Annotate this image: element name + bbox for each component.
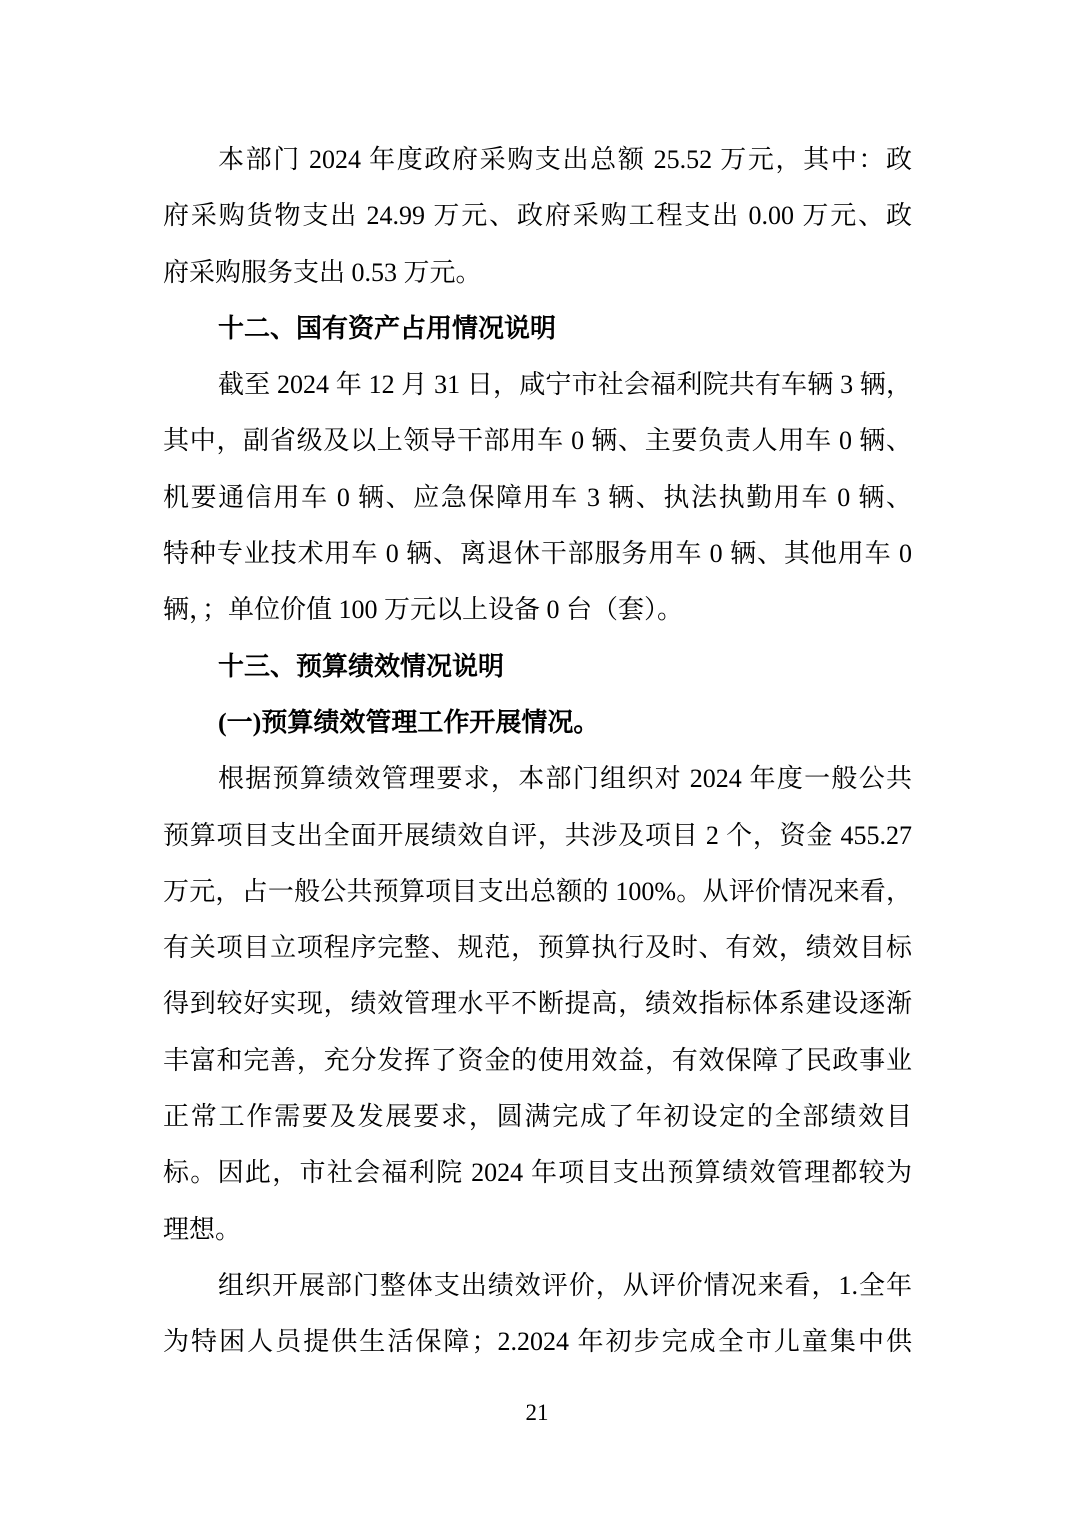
text-line: 为特困人员提供生活保障；2.2024 年初步完成全市儿童集中供 <box>163 1327 912 1357</box>
text-line: 机要通信用车 0 辆、应急保障用车 3 辆、执法执勤用车 0 辆、 <box>163 482 912 512</box>
text-line: 得到较好实现，绩效管理水平不断提高，绩效指标体系建设逐渐 <box>163 989 912 1019</box>
text-line: 特种专业技术用车 0 辆、离退休干部服务用车 0 辆、其他用车 0 <box>163 539 912 569</box>
text-line: 理想。 <box>163 1214 242 1244</box>
text-line: 标。因此，市社会福利院 2024 年项目支出预算绩效管理都较为 <box>163 1158 912 1188</box>
text-line: 丰富和完善，充分发挥了资金的使用效益，有效保障了民政事业 <box>163 1045 912 1075</box>
text-line: 本部门 2024 年度政府采购支出总额 25.52 万元，其中：政 <box>218 145 912 174</box>
text-line: 府采购货物支出 24.99 万元、政府采购工程支出 0.00 万元、政 <box>163 201 912 231</box>
text-line: 其中，副省级及以上领导干部用车 0 辆、主要负责人用车 0 辆、 <box>163 426 912 456</box>
text-line: 组织开展部门整体支出绩效评价，从评价情况来看，1.全年 <box>218 1270 912 1300</box>
text-line: 有关项目立项程序完整、规范，预算执行及时、有效，绩效目标 <box>163 933 912 963</box>
document-body <box>163 132 912 1371</box>
text-line: 辆，；单位价值 100 万元以上设备 0 台（套）。 <box>163 595 684 625</box>
text-line: 根据预算绩效管理要求，本部门组织对 2024 年度一般公共 <box>218 764 912 794</box>
text-line: 正常工作需要及发展要求，圆满完成了年初设定的全部绩效目 <box>163 1102 912 1132</box>
text-line: 预算项目支出全面开展绩效自评，共涉及项目 2 个，资金 455.27 <box>163 820 912 850</box>
text-line: 截至 2024 年 12 月 31 日，咸宁市社会福利院共有车辆 3 辆， <box>218 370 912 400</box>
section-heading: 十二、国有资产占用情况说明 <box>218 313 557 343</box>
page-number: 21 <box>525 1400 549 1425</box>
section-heading: 十三、预算绩效情况说明 <box>218 651 505 681</box>
text-line: 府采购服务支出 0.53 万元。 <box>163 257 482 287</box>
section-heading: (一)预算绩效管理工作开展情况。 <box>218 707 600 737</box>
text-line: 万元，占一般公共预算项目支出总额的 100%。从评价情况来看， <box>163 876 912 906</box>
